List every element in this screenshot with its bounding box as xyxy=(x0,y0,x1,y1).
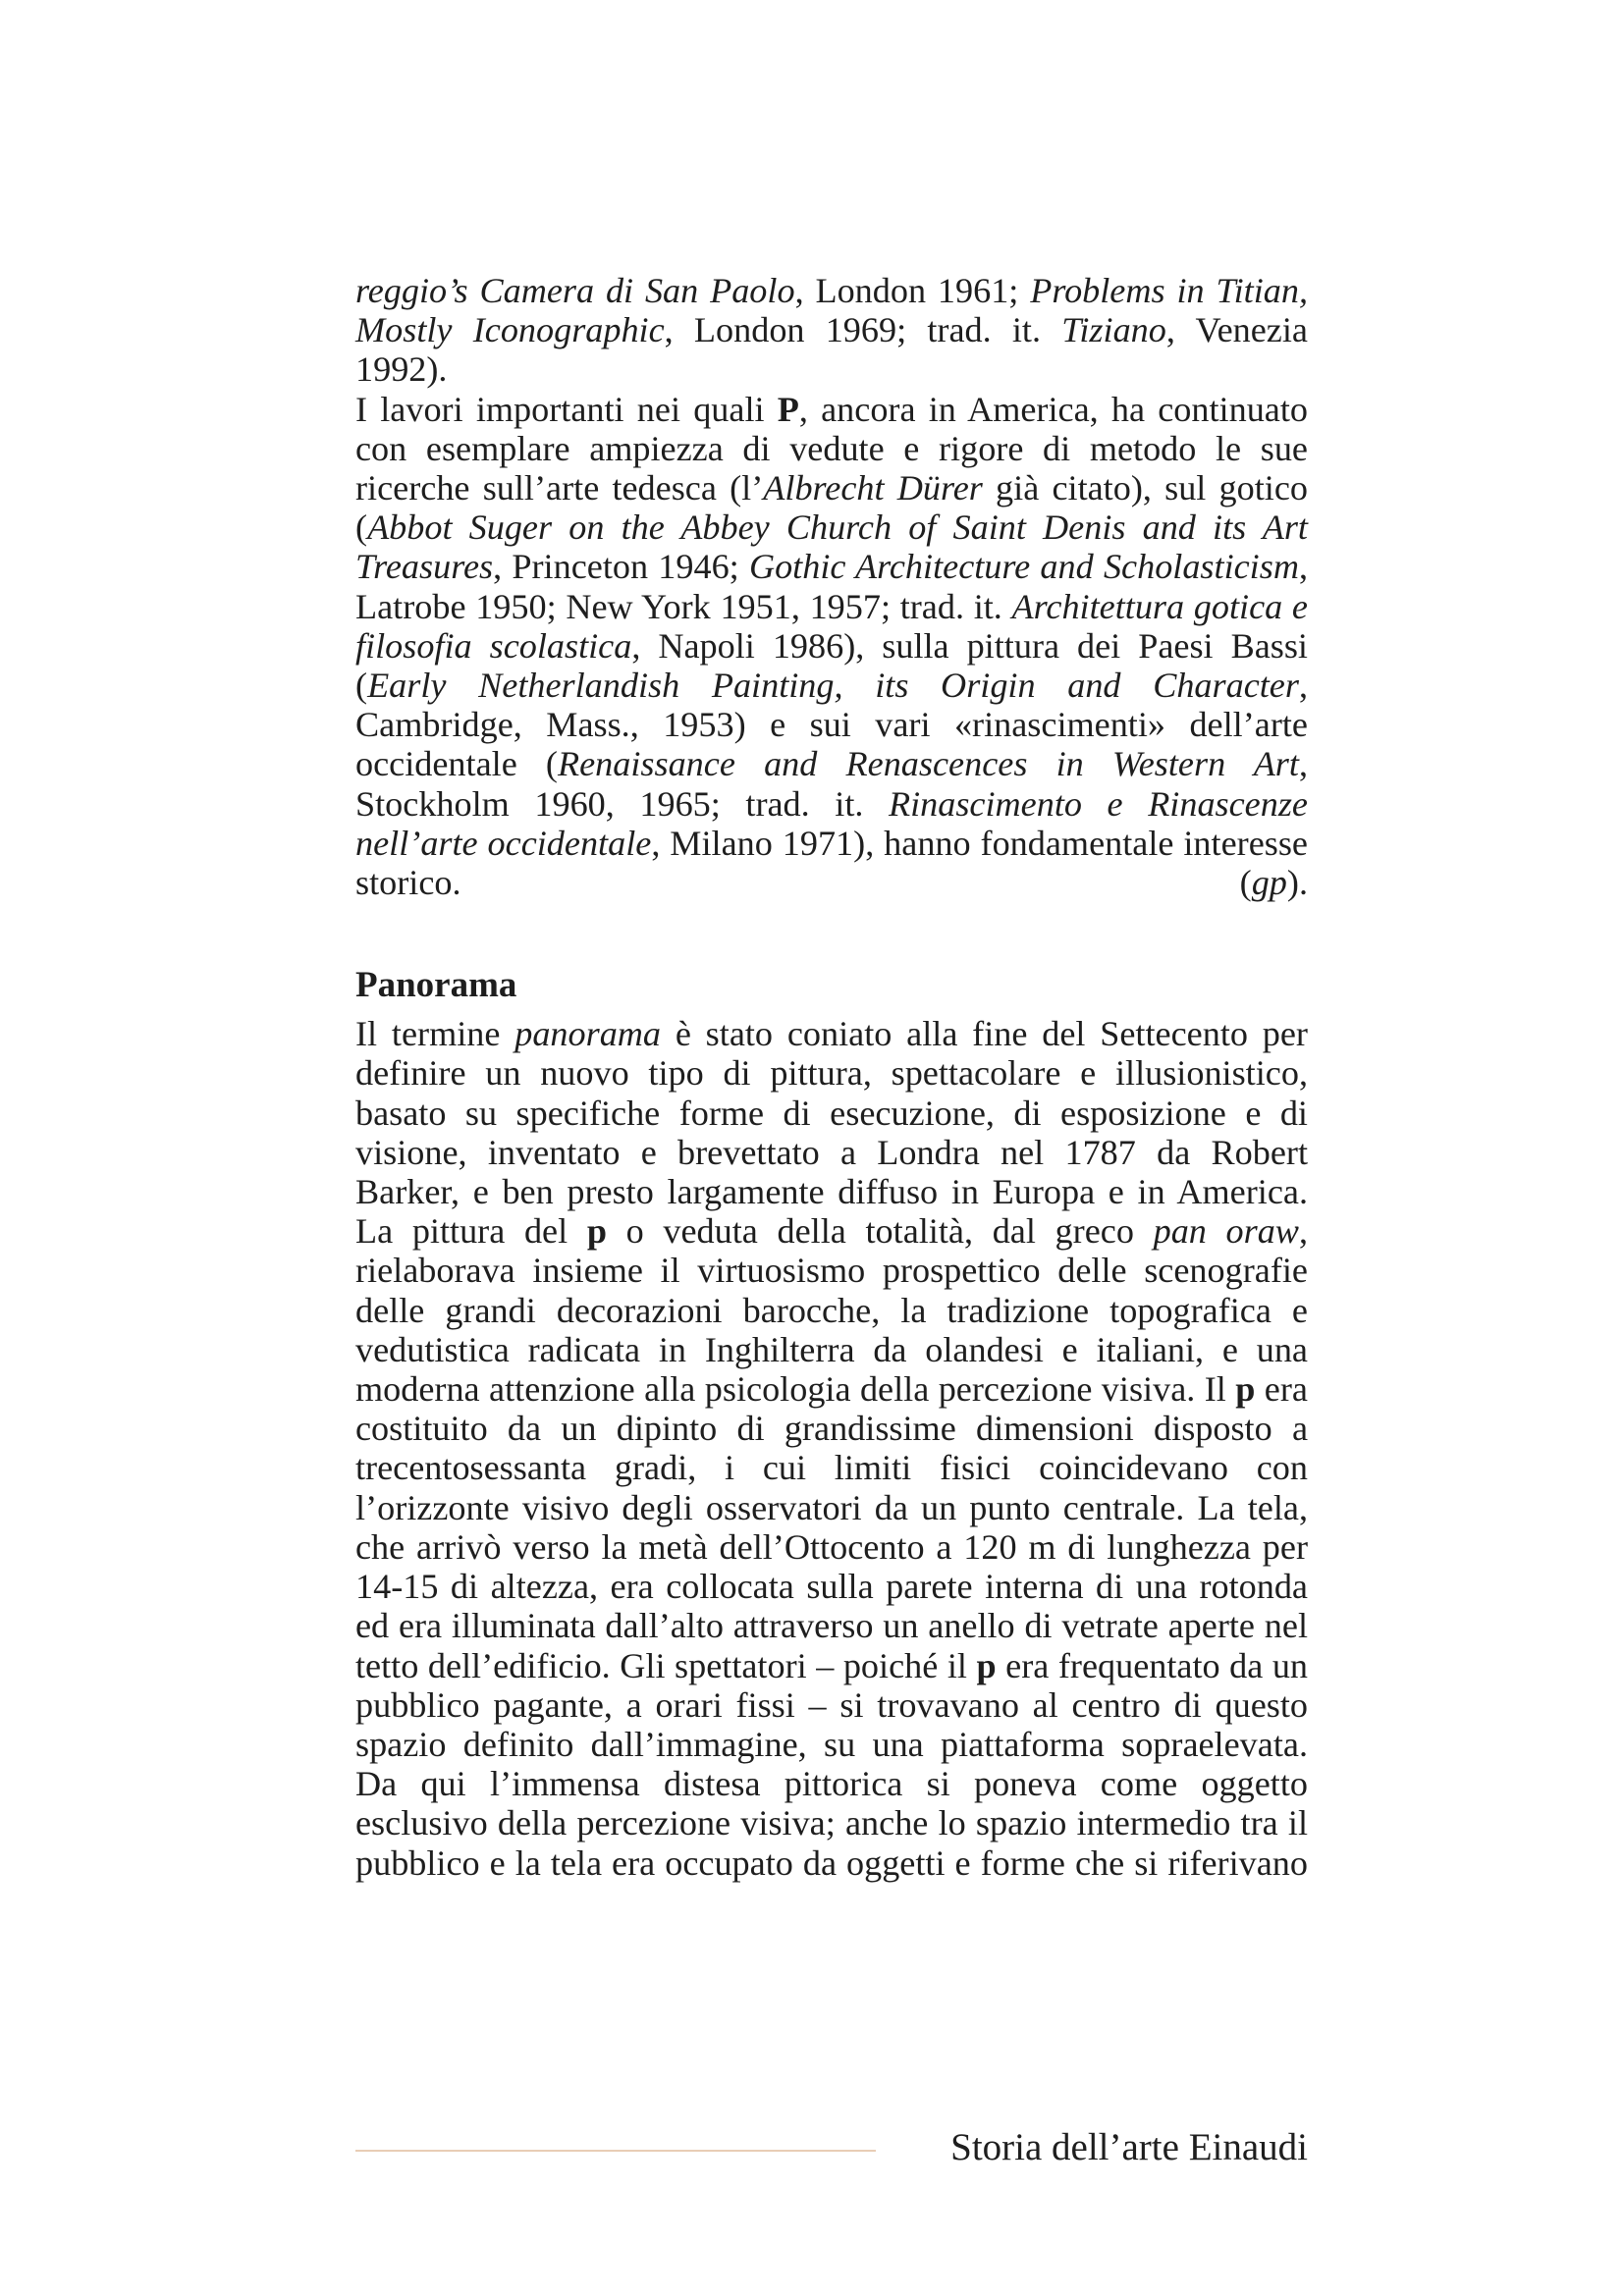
italic-run: gp xyxy=(1251,863,1287,903)
italic-run: Renaissance and Renascences in Western Art xyxy=(558,744,1299,784)
text-run: I lavori importanti nei quali xyxy=(355,389,778,429)
italic-run: Problems in Titian, Mostly Iconographic xyxy=(355,271,1308,350)
text-run: , Princeton 1946; xyxy=(493,547,749,587)
text-run: , Cambridge, Mass., 1953) e sui vari «rinascimenti» dell’arte occidentale ( xyxy=(355,666,1308,784)
bold-abbrev: p xyxy=(976,1645,997,1685)
panorama-paragraph xyxy=(355,1014,1308,1882)
text-run: era frequentato da un pubblico pagante, a orari fissi – si trovavano al centro di questo spazio definito dall’immagine, su una piattaforma sopraelevata. Da qui l’immensa distesa pittorica si poneva come oggetto esclusivo della percezione visiva; anche lo spazio intermedio tra il pubblico e la tela era occupato da oggetti e forme che si riferivano xyxy=(355,1645,1309,1883)
text-run: , Venezia 1992). xyxy=(355,310,1308,390)
text-run: , Latrobe 1950; New York 1951, 1957; trad. it. xyxy=(355,547,1308,626)
italic-run: Tiziano xyxy=(1061,310,1166,350)
panofsky-paragraph xyxy=(355,390,1308,903)
italic-run: Architettura gotica e filosofia scolastica xyxy=(355,586,1308,666)
text-run: , Stockholm 1960, 1965; trad. it. xyxy=(355,744,1308,824)
italic-run: Abbot Suger on the Abbey Church of Saint Denis and its Art Treasures xyxy=(355,507,1308,587)
italic-run: pan oraw xyxy=(1153,1211,1299,1252)
text-run: era costituito da un dipinto di grandissime dimensioni disposto a trecentosessanta gradi, i cui limiti fisici coincidevano con l’orizzonte visivo degli osservatori da un punto centrale. La tela, che arrivò verso la metà dell’Ottocento a 120 m di lunghezza per 14-15 di altezza, era collocata sulla parete interna di una rotonda ed era illuminata dall’alto attraverso un anello di vetrate aperte nel tetto dell’edificio. Gli spettatori – poiché il xyxy=(355,1369,1308,1685)
italic-run: Gothic Architecture and Scholasticism xyxy=(748,547,1299,587)
text-run: ). xyxy=(1286,863,1308,903)
bold-abbrev: p xyxy=(1235,1369,1256,1410)
text-run: Il termine xyxy=(355,1014,515,1054)
entry-heading: Panorama xyxy=(355,965,517,1006)
page-footer xyxy=(355,2125,1308,2174)
italic-run: panorama xyxy=(514,1014,662,1054)
italic-run: Rinascimento e Rinascenze nell’arte occidentale xyxy=(355,783,1308,863)
italic-run: Albrecht Dürer xyxy=(763,468,983,508)
text-run: già citato), sul gotico ( xyxy=(355,468,1309,548)
text-column xyxy=(355,271,1308,1883)
text-run: , Napoli 1986), sulla pittura dei Paesi Bassi ( xyxy=(355,625,1308,706)
text-run: , Milano 1971), hanno fondamentale interesse storico. ( xyxy=(355,823,1308,903)
bold-abbrev: p xyxy=(586,1211,607,1252)
italic-run: reggio’s Camera di San Paolo xyxy=(355,271,795,310)
text-run: , London 1961; xyxy=(794,271,1031,310)
footer-label: Storia dell’arte Einaudi xyxy=(950,2126,1308,2168)
text-run: è stato coniato alla fine del Settecento per definire un nuovo tipo di pittura, spettacolare e illusionistico, basato su specifiche forme di esecuzione, di esposizione e di visione, inventato e brevettato a Londra nel 1787 da Robert Barker, e ben presto largamente diffuso in Europa e in America. La pittura del xyxy=(355,1014,1308,1252)
continuation-paragraph xyxy=(355,271,1308,390)
italic-run: Early Netherlandish Painting, its Origin and Character xyxy=(367,666,1299,706)
footer-rule xyxy=(355,2150,876,2152)
text-run: o veduta della totalità, dal greco xyxy=(606,1211,1154,1252)
text-run: , rielaborava insieme il virtuosismo prospettico delle scenografie delle grandi decorazioni barocche, la tradizione topografica e vedutistica radicata in Inghilterra da olandesi e italiani, e una moderna attenzione alla psicologia della percezione visiva. Il xyxy=(355,1211,1308,1410)
text-run: , London 1969; trad. it. xyxy=(664,310,1062,350)
text-run: , ancora in America, ha continuato con esemplare ampiezza di vedute e rigore di metodo le sue ricerche sull’arte tedesca (l’ xyxy=(355,389,1308,508)
bold-abbrev: P xyxy=(777,389,799,429)
